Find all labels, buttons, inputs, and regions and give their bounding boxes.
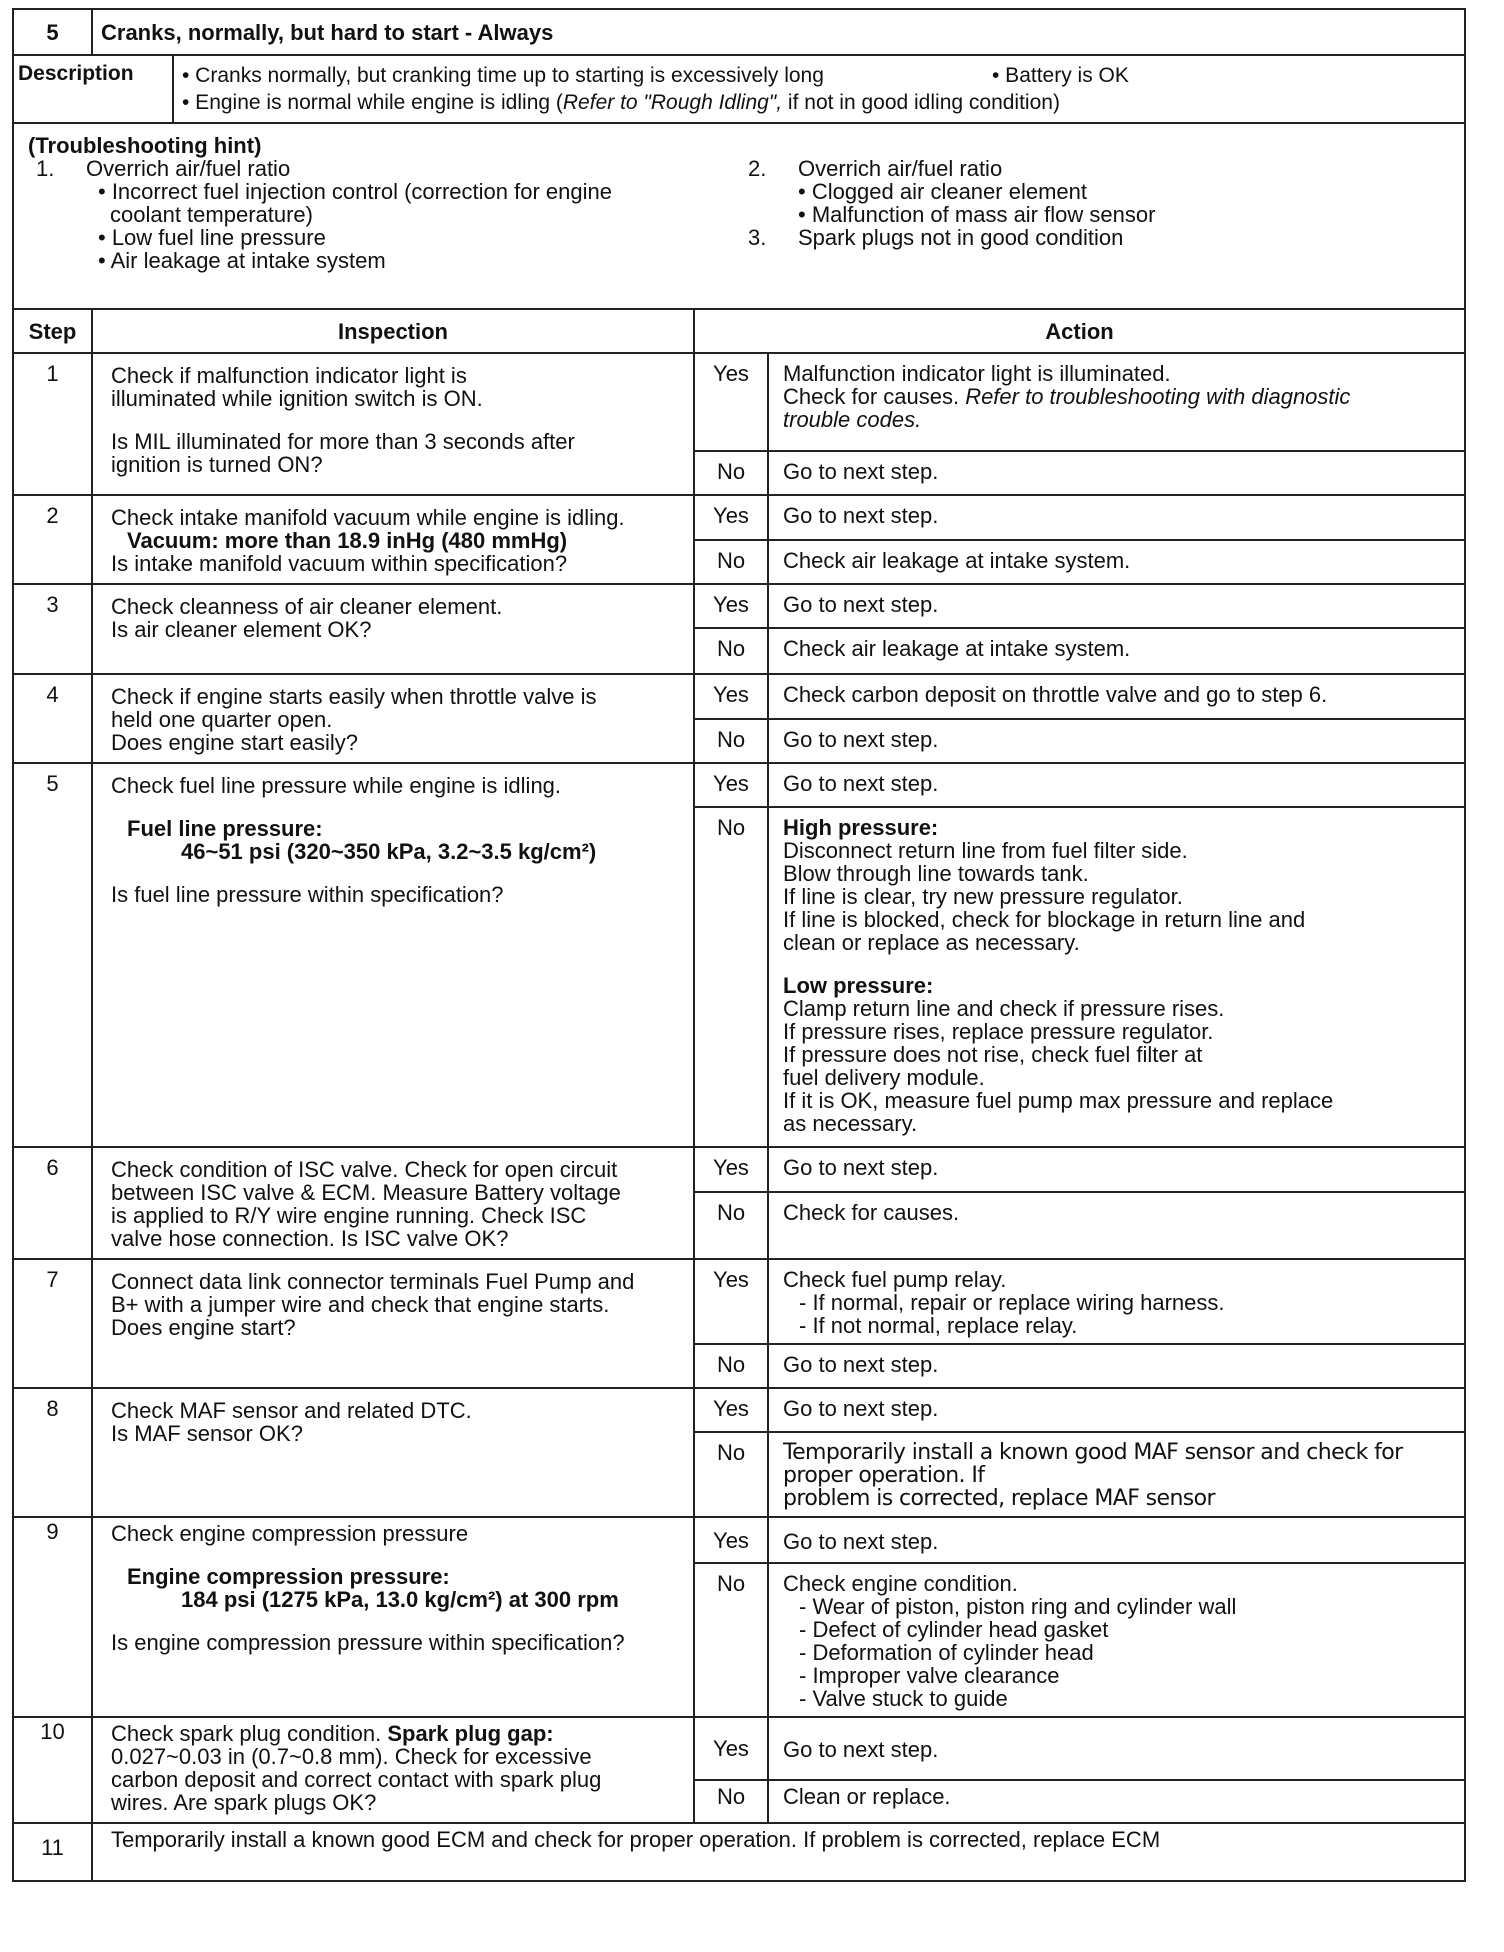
hint-title: (Troubleshooting hint) [28, 133, 262, 158]
action-subheading: Low pressure: [783, 973, 934, 998]
step-1-no-action: Go to next step. [768, 451, 1465, 495]
action-line: - Deformation of cylinder head [799, 1640, 1094, 1665]
hint-3-number: 3. [748, 225, 767, 250]
step-1-yes-row [13, 353, 1465, 451]
no-label: No [694, 540, 768, 585]
inspection-line: Check MAF sensor and related DTC. [111, 1398, 472, 1423]
action-line: If it is OK, measure fuel pump max pressure and replace [783, 1088, 1334, 1113]
action-line: Malfunction indicator light is illuminated. [783, 361, 1171, 386]
inspection-line: is applied to R/Y wire engine running. Check ISC [111, 1203, 587, 1228]
description-label: Description [14, 56, 174, 122]
specification-label: Engine compression pressure: [127, 1564, 450, 1589]
action-line: - If normal, repair or replace wiring harness. [799, 1290, 1225, 1315]
col-header-step: Step [13, 309, 92, 353]
inspection-question: Is engine compression pressure within specification? [111, 1630, 625, 1655]
step-8-yes-action: Go to next step. [768, 1388, 1465, 1432]
no-label: No [694, 719, 768, 764]
yes-label: Yes [694, 1388, 768, 1432]
step-5-yes-action: Go to next step. [768, 763, 1465, 807]
step-3-no-action: Check air leakage at intake system. [768, 628, 1465, 674]
description-row [13, 55, 1465, 123]
inspection-question: Does engine start easily? [111, 730, 359, 755]
action-line: Check for causes. [783, 384, 966, 409]
action-line: Disconnect return line from fuel filter side. [783, 838, 1188, 863]
yes-label: Yes [694, 353, 768, 451]
step-number: 10 [13, 1717, 92, 1823]
step-6-yes-row [13, 1147, 1465, 1192]
step-5-no-action [768, 807, 1465, 1147]
no-label: No [694, 1780, 768, 1823]
action-line: - Improper valve clearance [799, 1663, 1060, 1688]
action-subheading: High pressure: [783, 815, 939, 840]
hint-1-text: Overrich air/fuel ratio [86, 156, 291, 181]
action-line: as necessary. [783, 1111, 918, 1136]
step-10-yes-action: Go to next step. [768, 1717, 1465, 1780]
inspection-question: Is intake manifold vacuum within specification? [111, 551, 568, 576]
inspection-question: valve hose connection. Is ISC valve OK? [111, 1226, 509, 1251]
step-5-inspection [92, 763, 694, 1147]
step-2-inspection [92, 495, 694, 584]
hint-row [13, 123, 1465, 309]
inspection-line: carbon deposit and correct contact with spark plug [111, 1767, 602, 1792]
no-label: No [694, 1432, 768, 1517]
step-8-inspection [92, 1388, 694, 1517]
action-line: Check engine condition. [783, 1571, 1018, 1596]
inspection-line: Check engine compression pressure [111, 1521, 469, 1546]
no-label: No [694, 451, 768, 495]
step-2-no-action: Check air leakage at intake system. [768, 540, 1465, 585]
step-10-inspection [92, 1717, 694, 1823]
action-line: - Defect of cylinder head gasket [799, 1617, 1109, 1642]
step-9-yes-action: Go to next step. [768, 1517, 1465, 1563]
inspection-line: Check spark plug condition. [111, 1721, 388, 1746]
inspection-question: Is air cleaner element OK? [111, 617, 372, 642]
hint-1-bullet-2: • Low fuel line pressure [98, 225, 326, 250]
step-number: 4 [13, 674, 92, 763]
action-line: If line is blocked, check for blockage in return line and [783, 907, 1306, 932]
inspection-question: ignition is turned ON? [111, 452, 323, 477]
action-reference: Refer to troubleshooting with diagnostic [965, 384, 1351, 409]
specification-label: Fuel line pressure: [127, 816, 323, 841]
hint-1-bullet-1: • Incorrect fuel injection control (correction for engine [98, 179, 612, 204]
section-number: 5 [13, 9, 92, 55]
inspection-line: illuminated while ignition switch is ON. [111, 386, 483, 411]
inspection-question: Is fuel line pressure within specification? [111, 882, 504, 907]
step-4-no-action: Go to next step. [768, 719, 1465, 764]
action-line: Clamp return line and check if pressure rises. [783, 996, 1225, 1021]
no-label: No [694, 1563, 768, 1717]
action-line: If line is clear, try new pressure regulator. [783, 884, 1183, 909]
step-9-yes-row [13, 1517, 1465, 1563]
description-battery: • Battery is OK [992, 64, 1129, 87]
step-4-yes-row [13, 674, 1465, 719]
troubleshooting-hint [13, 123, 1465, 309]
section-title: Cranks, normally, but hard to start - Always [92, 9, 1465, 55]
title-row [13, 9, 1465, 55]
action-line: - If not normal, replace relay. [799, 1313, 1078, 1338]
action-reference: trouble codes. [783, 407, 922, 432]
hint-3-text: Spark plugs not in good condition [798, 225, 1124, 250]
specification-value: 46~51 psi (320~350 kPa, 3.2~3.5 kg/cm²) [181, 839, 597, 864]
step-7-inspection [92, 1259, 694, 1388]
step-2-yes-action: Go to next step. [768, 495, 1465, 540]
yes-label: Yes [694, 1147, 768, 1192]
hint-1-bullet-3: • Air leakage at intake system [98, 248, 386, 273]
inspection-line: between ISC valve & ECM. Measure Battery voltage [111, 1180, 621, 1205]
specification: Vacuum: more than 18.9 inHg (480 mmHg) [127, 528, 568, 553]
inspection-line: Connect data link connector terminals Fuel Pump and [111, 1269, 635, 1294]
action-line: fuel delivery module. [783, 1065, 985, 1090]
inspection-question: wires. Are spark plugs OK? [111, 1790, 377, 1815]
action-line: clean or replace as necessary. [783, 930, 1080, 955]
hint-2-number: 2. [748, 156, 767, 181]
column-header-row [13, 309, 1465, 353]
step-11-text: Temporarily install a known good ECM and check for proper operation. If problem is corrected, replace ECM [92, 1823, 1465, 1881]
inspection-question: Is MIL illuminated for more than 3 seconds after [111, 429, 575, 454]
description-line-2c: if not in good idling condition) [782, 91, 1060, 114]
inspection-line: B+ with a jumper wire and check that engine starts. [111, 1292, 610, 1317]
hint-2-bullet-2: • Malfunction of mass air flow sensor [798, 202, 1156, 227]
step-number: 9 [13, 1517, 92, 1717]
no-label: No [694, 628, 768, 674]
step-8-yes-row [13, 1388, 1465, 1432]
step-9-inspection [92, 1517, 694, 1717]
action-line: If pressure rises, replace pressure regulator. [783, 1019, 1214, 1044]
step-number: 2 [13, 495, 92, 584]
hint-2-text: Overrich air/fuel ratio [798, 156, 1003, 181]
action-line: Check fuel pump relay. [783, 1267, 1007, 1292]
step-8-no-action [768, 1432, 1465, 1517]
action-line: Temporarily install a known good MAF sensor and check for proper operation. If [783, 1440, 1403, 1488]
step-6-yes-action: Go to next step. [768, 1147, 1465, 1192]
inspection-line: Check fuel line pressure while engine is idling. [111, 773, 562, 798]
step-1-inspection [92, 353, 694, 495]
specification-label: Spark plug gap: [387, 1721, 554, 1746]
step-9-no-action [768, 1563, 1465, 1717]
troubleshooting-table [12, 8, 1466, 1882]
step-7-yes-action [768, 1259, 1465, 1344]
step-5-yes-row [13, 763, 1465, 807]
inspection-line: 0.027~0.03 in (0.7~0.8 mm). Check for excessive [111, 1744, 592, 1769]
step-number: 8 [13, 1388, 92, 1517]
yes-label: Yes [694, 674, 768, 719]
yes-label: Yes [694, 763, 768, 807]
step-7-no-action: Go to next step. [768, 1344, 1465, 1388]
inspection-question: Does engine start? [111, 1315, 296, 1340]
step-10-yes-row [13, 1717, 1465, 1780]
step-number: 5 [13, 763, 92, 1147]
inspection-line: Check cleanness of air cleaner element. [111, 594, 503, 619]
description-line-2a: • Engine is normal while engine is idling ( [182, 91, 563, 114]
step-4-inspection [92, 674, 694, 763]
inspection-line: Check intake manifold vacuum while engine is idling. [111, 505, 625, 530]
step-10-no-action: Clean or replace. [768, 1780, 1465, 1823]
action-line: - Valve stuck to guide [799, 1686, 1008, 1711]
yes-label: Yes [694, 1517, 768, 1563]
step-6-inspection [92, 1147, 694, 1259]
yes-label: Yes [694, 584, 768, 628]
step-3-inspection [92, 584, 694, 674]
inspection-line: held one quarter open. [111, 707, 333, 732]
no-label: No [694, 807, 768, 1147]
step-1-yes-action [768, 353, 1465, 451]
inspection-line: Check if engine starts easily when throttle valve is [111, 684, 597, 709]
step-number: 6 [13, 1147, 92, 1259]
step-number: 11 [13, 1823, 92, 1881]
specification-value: 184 psi (1275 kPa, 13.0 kg/cm²) at 300 rpm [181, 1587, 619, 1612]
no-label: No [694, 1192, 768, 1259]
hint-1-bullet-1-cont: coolant temperature) [110, 202, 313, 227]
action-line: If pressure does not rise, check fuel filter at [783, 1042, 1203, 1067]
inspection-line: Check if malfunction indicator light is [111, 363, 467, 388]
step-6-no-action: Check for causes. [768, 1192, 1465, 1259]
hint-2-bullet-1: • Clogged air cleaner element [798, 179, 1087, 204]
hint-1-number: 1. [36, 156, 55, 181]
description-line-1: • Cranks normally, but cranking time up to starting is excessively long [182, 64, 824, 87]
step-3-yes-row [13, 584, 1465, 628]
yes-label: Yes [694, 495, 768, 540]
action-line: - Wear of piston, piston ring and cylinder wall [799, 1594, 1237, 1619]
step-number: 7 [13, 1259, 92, 1388]
troubleshooting-page [12, 8, 1464, 1882]
step-4-yes-action: Check carbon deposit on throttle valve and go to step 6. [768, 674, 1465, 719]
action-line: problem is corrected, replace MAF sensor [783, 1486, 1215, 1511]
step-2-yes-row [13, 495, 1465, 540]
step-11-row [13, 1823, 1465, 1881]
yes-label: Yes [694, 1259, 768, 1344]
no-label: No [694, 1344, 768, 1388]
yes-label: Yes [694, 1717, 768, 1780]
inspection-line: Check condition of ISC valve. Check for open circuit [111, 1157, 618, 1182]
description-line-2-ref: Refer to "Rough Idling", [562, 91, 783, 114]
step-number: 3 [13, 584, 92, 674]
step-7-yes-row [13, 1259, 1465, 1344]
col-header-inspection: Inspection [92, 309, 694, 353]
step-number: 1 [13, 353, 92, 495]
action-line: Blow through line towards tank. [783, 861, 1089, 886]
col-header-action: Action [694, 309, 1465, 353]
inspection-question: Is MAF sensor OK? [111, 1421, 303, 1446]
step-3-yes-action: Go to next step. [768, 584, 1465, 628]
